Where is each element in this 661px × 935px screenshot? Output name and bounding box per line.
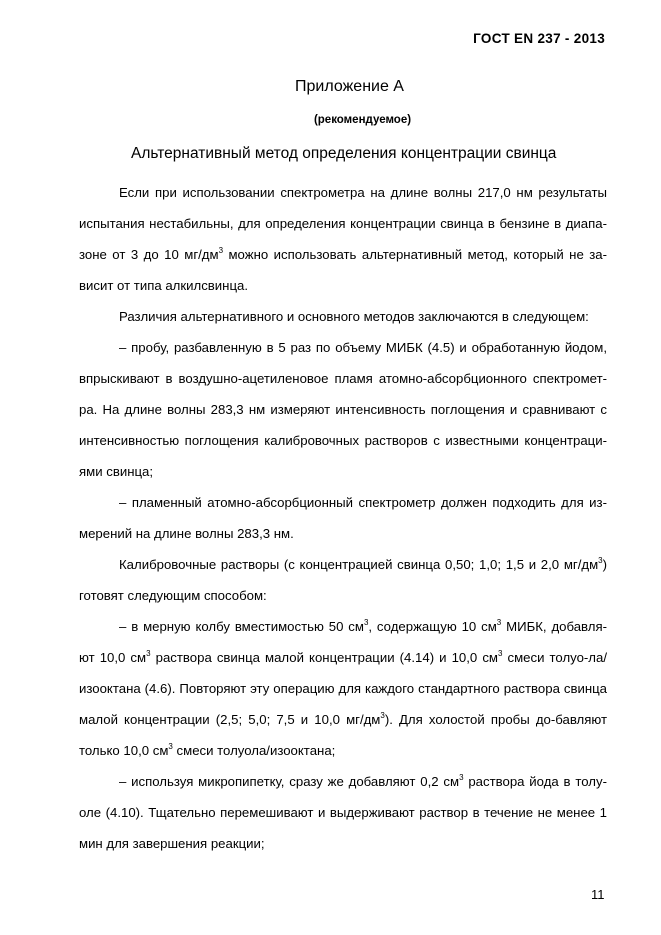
paragraph-intro (79, 177, 607, 301)
page-number: 11 (591, 887, 605, 902)
superscript: 3 (168, 742, 173, 751)
text-run: смеси толуола/изооктана; (172, 743, 336, 758)
superscript: 3 (146, 649, 151, 658)
appendix-title: Приложение А (295, 78, 404, 95)
paragraph-differences: Различия альтернативного и основного методов заключаются в следующем: (119, 309, 589, 324)
superscript: 3 (497, 649, 503, 658)
appendix-status: (рекомендуемое) (313, 114, 412, 126)
text-run: раствора йода в толу-оле (4.10). Тщательно перемешивают и выдерживают раствор в течение не менее 1 мин для завершения реакции; (79, 774, 607, 851)
superscript: 3 (598, 556, 603, 565)
text-run: ). Для холостой пробы до-бавляют только 10,0 см (79, 712, 607, 758)
superscript: 3 (380, 711, 385, 720)
text-run: , содержащую 10 см (368, 619, 497, 634)
section-heading: Альтернативный метод определения концентрации свинца (131, 145, 557, 162)
superscript: 3 (459, 773, 464, 782)
text-run: можно использовать альтернативный метод, который не за-висит от типа алкилсвинца. (79, 247, 608, 293)
paragraph-sample-prep: – пробу, разбавленную в 5 раз по объему МИБК (4.5) и обработанную йодом, впрыскивают в воздушно-ацетиленовое пламя атомно-абсорбционного спектромет-ра. На длине волны 283,3 нм измеряют интенсивность поглощения и сравнивают с интенсивностью поглощения калибровочных растворов с известными концентраци-ями свинца; (79, 340, 607, 479)
text-run: МИБК, добавля-ют 10,0 см (79, 619, 607, 665)
paragraph-calibration (79, 549, 607, 611)
paragraph-iodine (79, 766, 607, 859)
superscript: 3 (496, 618, 502, 627)
paragraph-flask-procedure (79, 611, 607, 766)
paragraph-spectrometer: – пламенный атомно-абсорбционный спектрометр должен подходить для из-мерений на длине волны 283,3 нм. (79, 495, 607, 541)
text-run: Калибровочные растворы (с концентрацией свинца 0,50; 1,0; 1,5 и 2,0 мг/дм (119, 557, 599, 572)
document-code-header: ГОСТ EN 237 - 2013 (473, 31, 605, 46)
text-run: Если при использовании спектрометра на длине волны 217,0 нм результаты испытания нестабильны, для определения концентрации свинца в бензине в диапа-зоне от 3 до 10 мг/дм (79, 185, 607, 262)
text-run: смеси толуо-ла/изооктана (4.6). Повторяют эту операцию для каждого стандартного раствора свинца малой концентрации (2,5; 5,0; 7,5 и 10,0 мг/дм (79, 650, 607, 727)
text-run: раствора свинца малой концентрации (4.14) и 10,0 см (150, 650, 498, 665)
superscript: 3 (218, 246, 224, 255)
body-text (79, 177, 607, 859)
text-run: ) готовят следующим способом: (79, 557, 607, 603)
text-run: – в мерную колбу вместимостью 50 см (119, 619, 364, 634)
text-run: – используя микропипетку, сразу же добавляют 0,2 см (119, 774, 460, 789)
superscript: 3 (363, 618, 369, 627)
